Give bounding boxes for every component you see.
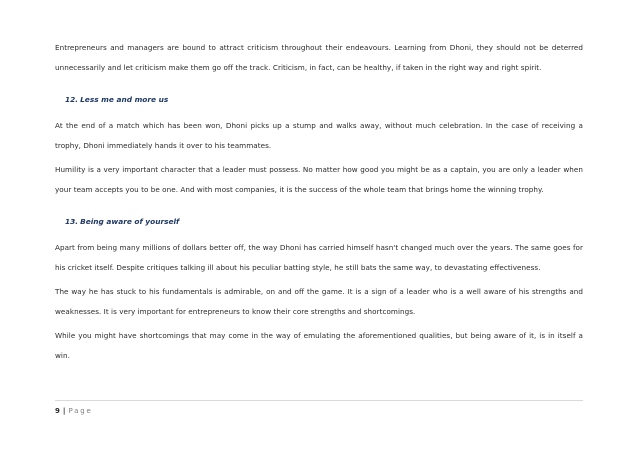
section-title: Less me and more us [80, 95, 169, 104]
section-13-paragraph-3: While you might have shortcomings that may come in the way of emulating the aforementioned qualities, but being aware of it, is in itself a win. [55, 331, 583, 360]
section-12-paragraph-2: Humility is a very important character that a leader must possess. No matter how good you might be as a captain, you are only a leader when your team accepts you to be one. And with most companies, it is the success of the whole team that brings home the winning trophy. [55, 165, 583, 194]
section-title: Being aware of yourself [80, 217, 180, 226]
section-heading-12 [55, 94, 583, 106]
section-13-paragraph-1: Apart from being many millions of dollars better off, the way Dhoni has carried himself hasn't changed much over the years. The same goes for his cricket itself. Despite critiques talking ill about his peculiar batting style, he still bats the same way, to devastating effectiveness. [55, 243, 583, 272]
section-13-paragraph-2: The way he has stuck to his fundamentals is admirable, on and off the game. It is a sign of a leader who is a well aware of his strengths and weaknesses. It is very important for entrepreneurs to know their core strengths and shortcomings. [55, 287, 583, 316]
section-number: 13. [65, 217, 79, 226]
page-number: 9 [55, 407, 60, 415]
section-number: 12. [65, 95, 79, 104]
footer-separator: | [62, 407, 66, 415]
page-footer [55, 400, 583, 416]
page-label: Page [68, 407, 93, 415]
page-content [55, 38, 583, 366]
intro-paragraph: Entrepreneurs and managers are bound to attract criticism throughout their endeavours. Learning from Dhoni, they should not be deterred unnecessarily and let criticism make them go off the track. Criticism, in fact, can be healthy, if taken in the right way and right spirit. [55, 43, 583, 72]
section-heading-13 [55, 216, 583, 228]
section-12-paragraph-1: At the end of a match which has been won, Dhoni picks up a stump and walks away, without much celebration. In the case of receiving a trophy, Dhoni immediately hands it over to his teammates. [55, 121, 583, 150]
